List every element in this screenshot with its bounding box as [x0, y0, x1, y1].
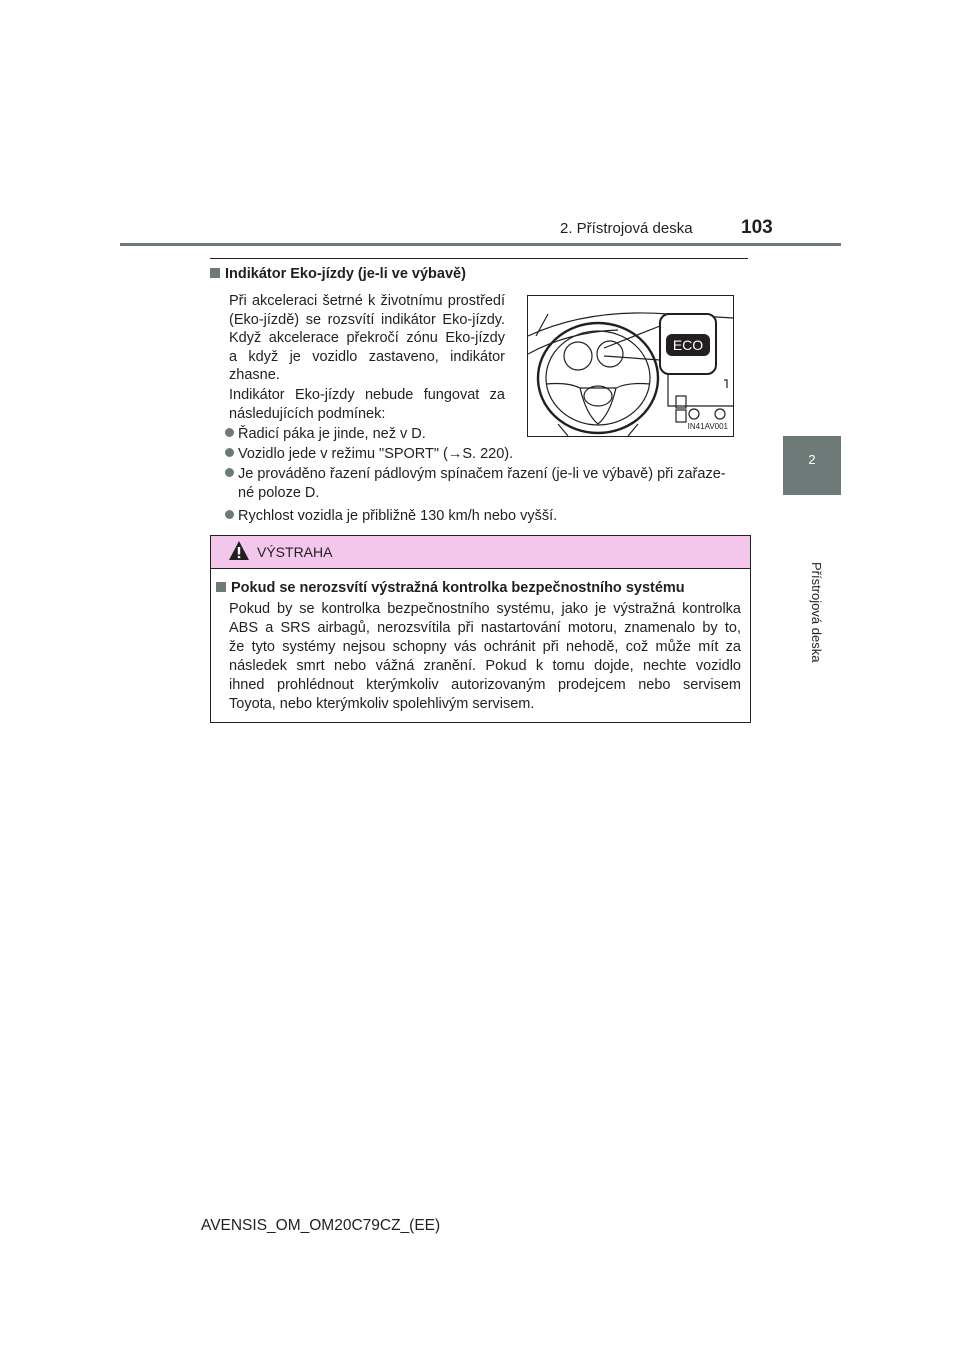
warning-heading: [216, 580, 685, 596]
bullet-text: Řadicí páka je jinde, než v D.: [238, 426, 426, 442]
document-code: AVENSIS_OM_OM20C79CZ_(EE): [201, 1217, 441, 1234]
warning-line: Toyota, nebo kterýmkoliv spolehlivým servisem.: [229, 696, 535, 712]
dashboard-illustration: [527, 295, 734, 437]
header-section-title: 2. Přístrojová deska: [560, 220, 693, 237]
intro-line: Když akcelerace překročí zónu Eko-jízdy: [229, 330, 505, 346]
warning-box: [210, 535, 751, 723]
intro-line: zhasne.: [229, 367, 280, 383]
intro-line: (Eko-jízdě) se rozsvítí indikátor Eko-jízdy.: [229, 311, 505, 328]
bullet-item: [225, 465, 726, 484]
warning-header: [211, 536, 750, 569]
bullet-dot-icon: [225, 428, 234, 437]
header-divider: [120, 243, 841, 246]
bullet-item: [225, 425, 426, 444]
conditions-paragraph: [229, 386, 505, 423]
intro-line: a když je vozidlo zastaveno, indikátor: [229, 348, 505, 365]
bullet-text: Rychlost vozidla je přibližně 130 km/h nebo vyšší.: [238, 508, 558, 524]
section-heading: [210, 266, 466, 282]
chapter-tab-number: 2: [808, 452, 816, 467]
conditions-line: následujících podmínek:: [229, 405, 386, 422]
eco-indicator-label: ECO: [672, 337, 704, 353]
warning-line: následek smrt nebo vážná zranění. Pokud k tomu dojde, nechte vozidlo: [229, 658, 741, 674]
section-divider: [210, 258, 748, 259]
warning-heading-text: Pokud se nerozsvítí výstražná kontrolka bezpečnostního systému: [231, 580, 685, 596]
warning-line: ABS a SRS airbagů, nerozsvítila při nastartování motoru, znamenalo by to,: [229, 620, 741, 636]
bullet-continuation: né poloze D.: [238, 485, 320, 501]
square-bullet-icon: [216, 582, 226, 592]
chapter-tab-label: Přístrojová deska: [809, 562, 824, 663]
conditions-line: Indikátor Eko-jízdy nebude fungovat za: [229, 387, 505, 403]
warning-line: Pokud by se kontrolka bezpečnostního systému, jako je výstražná kontrolka: [229, 601, 741, 617]
bullet-text: Je prováděno řazení pádlovým spínačem řazení (je-li ve výbavě) při zařaze-: [238, 466, 726, 482]
warning-title: VÝSTRAHA: [257, 544, 333, 560]
warning-text: [229, 600, 741, 714]
bullet-dot-icon: [225, 468, 234, 477]
warning-line: že tyto systémy nejsou schopny vás ochránit při nehodě, což může mít za: [229, 639, 741, 655]
bullet-dot-icon: [225, 448, 234, 457]
section-heading-text: Indikátor Eko-jízdy (je-li ve výbavě): [225, 266, 466, 282]
figure-code: IN41AV001: [687, 422, 728, 431]
page-number: 103: [741, 217, 773, 238]
intro-line: Při akceleraci šetrné k životnímu prostředí: [229, 293, 505, 309]
square-bullet-icon: [210, 268, 220, 278]
bullet-item: [225, 507, 557, 526]
warning-line: ihned prohlédnout kterýmkoliv autorizovaným prodejcem nebo servisem: [229, 677, 741, 693]
dashboard-drawing: [528, 296, 733, 436]
warning-triangle-icon: [228, 540, 250, 562]
bullet-dot-icon: [225, 510, 234, 519]
bullet-text: Vozidlo jede v režimu "SPORT" (→S. 220).: [238, 446, 514, 462]
bullet-item: [225, 445, 513, 464]
intro-paragraph: [229, 292, 505, 385]
